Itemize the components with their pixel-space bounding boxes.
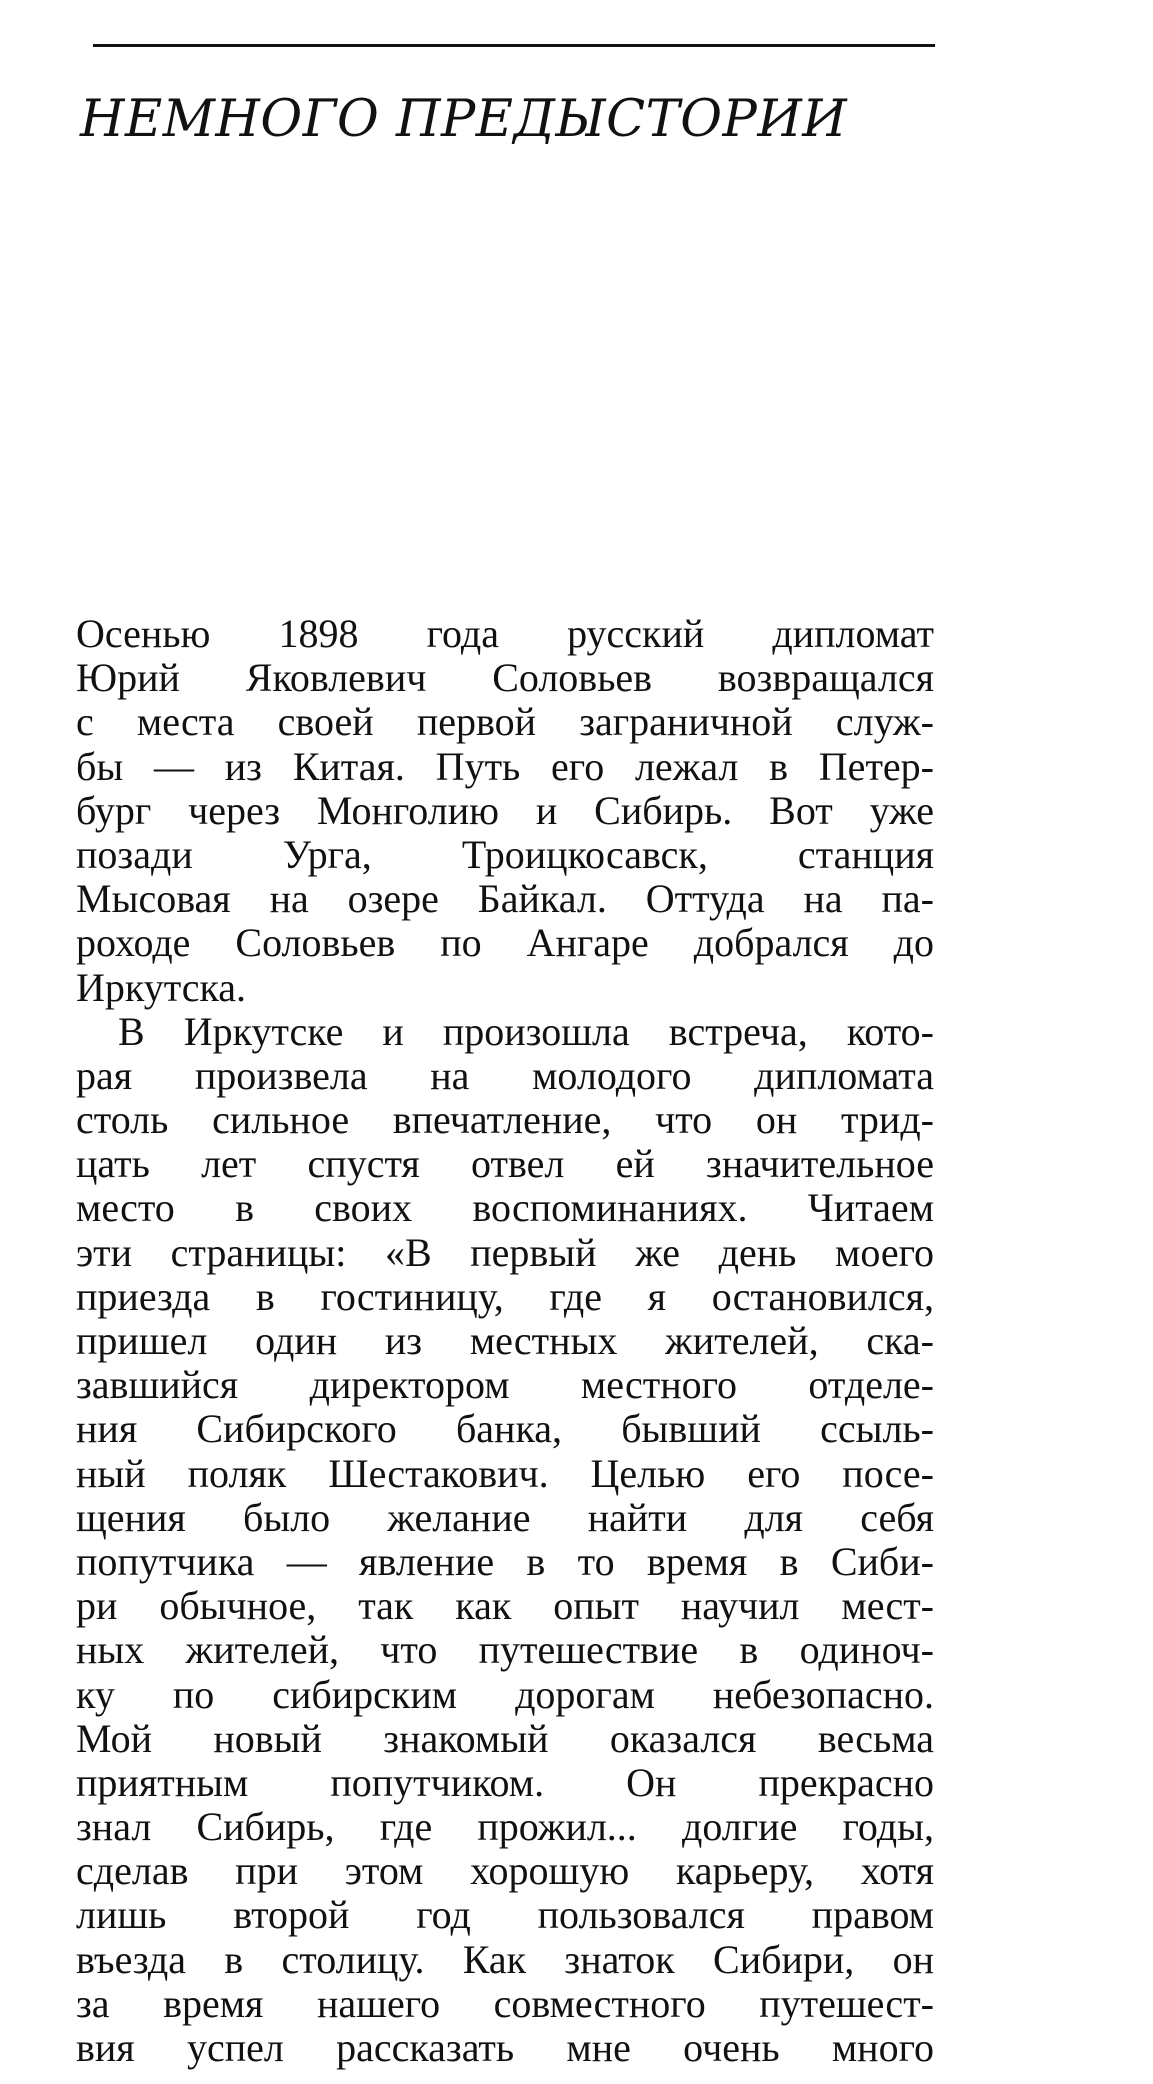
text-line: ри обычное, так как опыт научил мест- xyxy=(76,1583,934,1629)
text-line: за время нашего совместного путешест- xyxy=(76,1980,934,2026)
text-line: бург через Монголию и Сибирь. Вот уже xyxy=(76,787,934,833)
text-line: лишь второй год пользовался правом xyxy=(76,1892,934,1938)
top-rule xyxy=(93,44,935,47)
text-line: ния Сибирского банка, бывший ссыль- xyxy=(76,1406,934,1452)
text-line: Осенью 1898 года русский дипломат xyxy=(76,611,934,656)
text-line: приятным попутчиком. Он прекрасно xyxy=(76,1759,934,1805)
text-line: цать лет спустя отвел ей значительное xyxy=(76,1141,934,1187)
text-line: позади Урга, Троицкосавск, станция xyxy=(76,831,934,877)
text-line: попутчика — явление в то время в Сиби- xyxy=(76,1538,934,1584)
text-line: приезда в гостиницу, где я остановился, xyxy=(76,1273,934,1319)
text-line: Мысовая на озере Байкал. Оттуда на па- xyxy=(76,876,934,922)
text-line: въезда в столицу. Как знаток Сибири, он xyxy=(76,1936,934,1982)
text-line: вия успел рассказать мне очень много xyxy=(76,2025,934,2070)
text-line: Иркутска. xyxy=(76,964,247,1010)
text-line: бы — из Китая. Путь его лежал в Петер- xyxy=(76,743,934,789)
text-line: эти страницы: «В первый же день моего xyxy=(76,1229,934,1275)
text-line: ку по сибирским дорогам небезопасно. xyxy=(76,1671,934,1717)
text-line: щения было желание найти для себя xyxy=(76,1494,934,1540)
text-line: завшийся директором местного отделе- xyxy=(76,1362,934,1408)
text-line: ный поляк Шестакович. Целью его посе- xyxy=(76,1450,934,1496)
text-line: пришел один из местных жителей, ска- xyxy=(76,1318,934,1363)
text-line: рая произвела на молодого дипломата xyxy=(76,1052,934,1098)
text-line: место в своих воспоминаниях. Читаем xyxy=(76,1185,934,1231)
text-line: знал Сибирь, где прожил... долгие годы, xyxy=(76,1804,934,1850)
text-line: Юрий Яковлевич Соловьев возвращался xyxy=(76,655,934,701)
text-line: роходе Соловьев по Ангаре добрался до xyxy=(76,920,934,966)
text-line: сделав при этом хорошую карьеру, хотя xyxy=(76,1848,934,1894)
text-line: Мой новый знакомый оказался весьма xyxy=(76,1715,934,1761)
chapter-title: НЕМНОГО ПРЕДЫСТОРИИ xyxy=(80,90,848,149)
body-text xyxy=(76,612,934,2070)
text-line: столь сильное впечатление, что он трид- xyxy=(76,1097,934,1143)
text-line: ных жителей, что путешествие в одиноч- xyxy=(76,1627,934,1673)
text-line: В Иркутске и произошла встреча, кото- xyxy=(118,1008,934,1054)
text-line: с места своей первой заграничной служ- xyxy=(76,699,934,745)
